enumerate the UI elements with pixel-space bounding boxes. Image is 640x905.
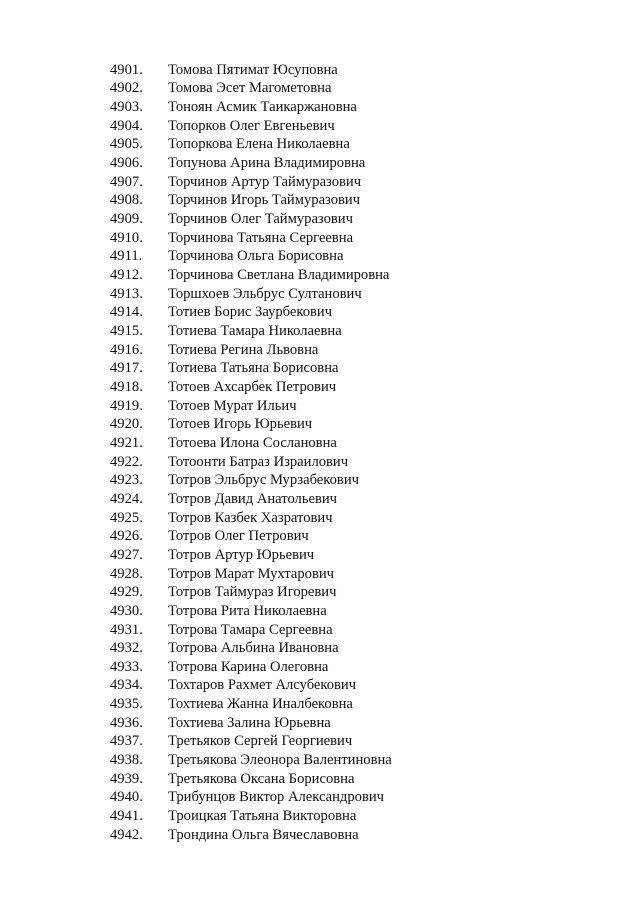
list-item [110, 546, 392, 565]
list-item [110, 527, 392, 546]
entry-number: 4906. [110, 155, 143, 172]
list-item [110, 695, 392, 714]
entry-name: Топунова Арина Владимировна [168, 155, 366, 172]
entry-name: Тохтиева Жанна Иналбековна [168, 696, 353, 713]
entry-name: Третьякова Элеонора Валентиновна [168, 752, 392, 769]
entry-number: 4902. [110, 80, 143, 97]
list-item [110, 415, 392, 434]
entry-name: Тотоев Ахсарбек Петрович [168, 378, 337, 395]
entry-number: 4942. [110, 826, 143, 843]
entry-name: Третьяков Сергей Георгиевич [168, 733, 353, 750]
entry-number: 4935. [110, 696, 143, 713]
list-item [110, 117, 392, 136]
list-item [110, 509, 392, 528]
entry-name: Тотров Артур Юрьевич [168, 546, 315, 563]
entry-number: 4918. [110, 378, 143, 395]
list-item [110, 714, 392, 733]
list-item [110, 583, 392, 602]
entry-number: 4926. [110, 528, 143, 545]
entry-name: Тотров Эльбрус Мурзабекович [168, 472, 359, 489]
entry-number: 4922. [110, 453, 143, 470]
list-item [110, 229, 392, 248]
list-item [110, 770, 392, 789]
entry-number: 4921. [110, 434, 143, 451]
entry-name: Тотоев Мурат Ильич [168, 397, 297, 414]
list-item [110, 397, 392, 416]
entry-number: 4914. [110, 304, 143, 321]
entry-name: Торчинова Светлана Владимировна [168, 267, 390, 284]
list-item [110, 807, 392, 826]
list-item [110, 304, 392, 323]
entry-name: Тотров Марат Мухтарович [168, 565, 334, 582]
entry-number: 4905. [110, 136, 143, 153]
entry-number: 4940. [110, 789, 143, 806]
entry-number: 4924. [110, 490, 143, 507]
entry-name: Торчинова Ольга Борисовна [168, 248, 344, 265]
entry-number: 4907. [110, 173, 143, 190]
list-item [110, 136, 392, 155]
list-item [110, 658, 392, 677]
name-list [110, 61, 392, 845]
entry-name: Тотоонти Батраз Израилович [168, 453, 349, 470]
list-item [110, 360, 392, 379]
entry-number: 4913. [110, 285, 143, 302]
list-item [110, 677, 392, 696]
entry-number: 4916. [110, 341, 143, 358]
entry-number: 4939. [110, 770, 143, 787]
entry-name: Трибунцов Виктор Александрович [168, 789, 384, 806]
entry-number: 4931. [110, 621, 143, 638]
list-item [110, 490, 392, 509]
entry-name: Топорков Олег Евгеньевич [168, 117, 335, 134]
entry-name: Тотиева Регина Львовна [168, 341, 319, 358]
entry-name: Тотров Казбек Хазратович [168, 509, 333, 526]
entry-name: Тотрова Тамара Сергеевна [168, 621, 333, 638]
entry-number: 4923. [110, 472, 143, 489]
list-item [110, 751, 392, 770]
list-item [110, 98, 392, 117]
list-item [110, 266, 392, 285]
list-item [110, 471, 392, 490]
entry-name: Торчинов Олег Таймуразович [168, 211, 353, 228]
entry-number: 4927. [110, 546, 143, 563]
list-item [110, 341, 392, 360]
entry-number: 4910. [110, 229, 143, 246]
list-item [110, 639, 392, 658]
list-item [110, 210, 392, 229]
entry-number: 4908. [110, 192, 143, 209]
entry-name: Тотрова Альбина Ивановна [168, 640, 339, 657]
entry-number: 4934. [110, 677, 143, 694]
entry-name: Тотров Давид Анатольевич [168, 490, 338, 507]
entry-number: 4911. [110, 248, 143, 265]
entry-number: 4938. [110, 752, 143, 769]
entry-name: Тохтаров Рахмет Алсубекович [168, 677, 357, 694]
entry-name: Тотиева Татьяна Борисовна [168, 360, 339, 377]
list-item [110, 248, 392, 267]
entry-number: 4928. [110, 565, 143, 582]
entry-number: 4903. [110, 99, 143, 116]
entry-name: Тотиев Борис Заурбекович [168, 304, 333, 321]
entry-name: Топоркова Елена Николаевна [168, 136, 350, 153]
entry-name: Тотоев Игорь Юрьевич [168, 416, 313, 433]
list-item [110, 602, 392, 621]
entry-number: 4919. [110, 397, 143, 414]
entry-name: Тоноян Асмик Таикаржановна [168, 99, 357, 116]
list-item [110, 826, 392, 845]
entry-number: 4909. [110, 211, 143, 228]
list-item [110, 61, 392, 80]
list-item [110, 378, 392, 397]
entry-name: Тотрова Рита Николаевна [168, 602, 327, 619]
entry-number: 4912. [110, 267, 143, 284]
entry-number: 4930. [110, 602, 143, 619]
entry-number: 4941. [110, 808, 143, 825]
entry-number: 4904. [110, 117, 143, 134]
list-item [110, 322, 392, 341]
list-item [110, 285, 392, 304]
entry-name: Томова Пятимат Юсуповна [168, 61, 338, 78]
entry-name: Тохтиева Залина Юрьевна [168, 714, 331, 731]
list-item [110, 789, 392, 808]
entry-number: 4917. [110, 360, 143, 377]
entry-number: 4901. [110, 61, 143, 78]
list-item [110, 733, 392, 752]
entry-name: Торшхоев Эльбрус Султанович [168, 285, 362, 302]
list-item [110, 434, 392, 453]
entry-number: 4920. [110, 416, 143, 433]
entry-number: 4925. [110, 509, 143, 526]
list-item [110, 453, 392, 472]
entry-name: Торчинов Артур Таймуразович [168, 173, 362, 190]
entry-name: Томова Эсет Магометовна [168, 80, 332, 97]
entry-name: Тотрова Карина Олеговна [168, 658, 329, 675]
list-item [110, 154, 392, 173]
entry-name: Тотиева Тамара Николаевна [168, 323, 342, 340]
entry-number: 4936. [110, 714, 143, 731]
list-item [110, 173, 392, 192]
entry-name: Торчинова Татьяна Сергеевна [168, 229, 354, 246]
list-item [110, 565, 392, 584]
entry-name: Тотров Таймураз Игоревич [168, 584, 337, 601]
entry-number: 4937. [110, 733, 143, 750]
entry-name: Торчинов Игорь Таймуразович [168, 192, 361, 209]
entry-name: Троицкая Татьяна Викторовна [168, 808, 357, 825]
list-item [110, 80, 392, 99]
entry-number: 4932. [110, 640, 143, 657]
list-item [110, 192, 392, 211]
entry-name: Тотров Олег Петрович [168, 528, 309, 545]
entry-name: Третьякова Оксана Борисовна [168, 770, 355, 787]
entry-number: 4933. [110, 658, 143, 675]
entry-name: Тотоева Илона Сослановна [168, 434, 337, 451]
list-item [110, 621, 392, 640]
entry-number: 4929. [110, 584, 143, 601]
entry-number: 4915. [110, 323, 143, 340]
entry-name: Трондина Ольга Вячеславовна [168, 826, 359, 843]
